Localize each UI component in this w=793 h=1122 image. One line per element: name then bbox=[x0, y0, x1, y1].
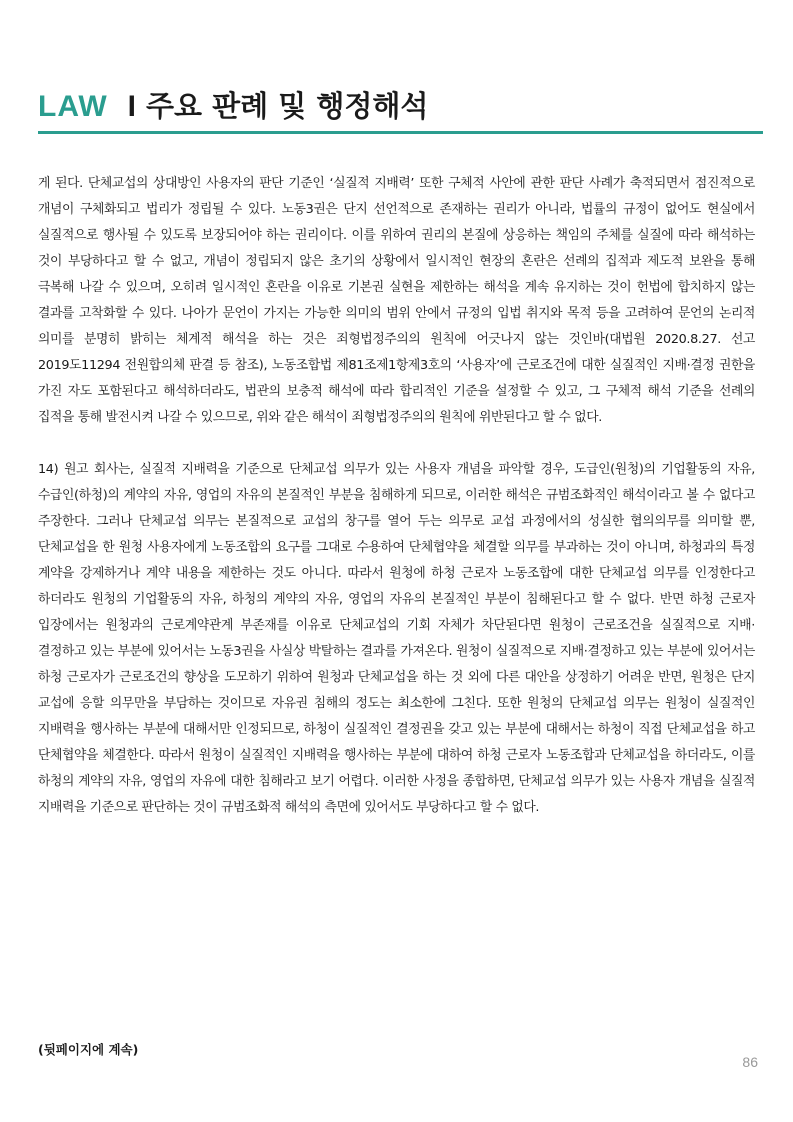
title-separator: I bbox=[127, 90, 136, 123]
page-header bbox=[38, 84, 428, 125]
paragraph-2: 14) 원고 회사는, 실질적 지배력을 기준으로 단체교섭 의무가 있는 사용자 개념을 파악할 경우, 도급인(원청)의 기업활동의 자유, 수급인(하청)의 계약의 자유, 영업의 자유의 본질적인 부분을 침해하게 되므로, 이러한 해석은 규범조화적인 해석이라고 볼 수 없다고 주장한다. 그러나 단체교섭 의무는 본질적으로 교섭의 창구를 열어 두는 의무로 교섭 과정에서의 성실한 협의의무를 의미할 뿐, 단체교섭을 한 원청 사용자에게 노동조합의 요구를 그대로 수용하여 단체협약을 체결할 의무를 부과하는 것이 아니며, 하청과의 특정 계약을 강제하거나 계약 내용을 제한하는 것도 아니다. 따라서 원청에 하청 근로자 노동조합에 대한 단체교섭 의무를 인정한다고 하더라도 원청의 기업활동의 자유, 하청의 계약의 자유, 영업의 자유의 본질적인 부분이 침해된다고 할 수 없다. 반면 하청 근로자 입장에서는 원청과의 근로계약관계 부존재를 이유로 단체교섭의 기회 자체가 차단된다면 원청이 근로조건을 실질적으로 지배·결정하고 있는 부분에 있어서는 노동3권을 사실상 박탈하는 결과를 가져온다. 원청이 실질적으로 지배·결정하고 있는 부분에 있어서는 하청 근로자가 근로조건의 향상을 도모하기 위하여 원청과 단체교섭을 하는 것 외에 다른 대안을 상정하기 어려운 반면, 원청은 단지 교섭에 응할 의무만을 부담하는 것이므로 자유권 침해의 정도는 최소한에 그친다. 또한 원청의 단체교섭 의무는 원청이 실질적인 지배력을 행사하는 부분에 대해서만 인정되므로, 하청이 실질적인 결정권을 갖고 있는 부분에 대해서는 하청이 직접 단체교섭을 하고 단체협약을 체결한다. 따라서 원청이 실질적인 지배력을 행사하는 부분에 대하여 하청 근로자 노동조합과 단체교섭을 하더라도, 이를 하청의 계약의 자유, 영업의 자유에 대한 침해라고 보기 어렵다. 이러한 사정을 종합하면, 단체교섭 의무가 있는 사용자 개념을 실질적 지배력을 기준으로 판단하는 것이 규범조화적 해석의 측면에 있어서도 부당하다고 할 수 없다. bbox=[38, 462, 755, 815]
page-number: 86 bbox=[742, 1054, 758, 1070]
paragraph-1: 게 된다. 단체교섭의 상대방인 사용자의 판단 기준인 ‘실질적 지배력’ 또한 구체적 사안에 관한 판단 사례가 축적되면서 점진적으로 개념이 구체화되고 법리가 정립될 수 있다. 노동3권은 단지 선언적으로 존재하는 권리가 아니라, 법률의 규정이 없어도 현실에서 실질적으로 행사될 수 있도록 보장되어야 하는 권리이다. 이를 위하여 권리의 본질에 상응하는 책임의 주체를 실질에 따라 해석하는 것이 부당하다고 할 수 없고, 개념이 정립되지 않은 초기의 상황에서 일시적인 현장의 혼란은 선례의 집적과 제도적 보완을 통해 극복해 나갈 수 있으며, 오히려 일시적인 혼란을 이유로 기본권 실현을 제한하는 해석을 계속 유지하는 것이 헌법에 합치하지 않는 결과를 고착화할 수 있다. 나아가 문언이 가지는 가능한 의미의 범위 안에서 규정의 입법 취지와 목적 등을 고려하여 문언의 논리적 의미를 분명히 밝히는 체계적 해석을 하는 것은 죄형법정주의의 원칙에 어긋나지 않는 것인바(대법원 2020.8.27. 선고 2019도11294 전원합의체 판결 등 참조), 노동조합법 제81조제1항제3호의 ‘사용자’에 근로조건에 대한 실질적인 지배·결정 권한을 가진 자도 포함된다고 해석하더라도, 법관의 보충적 해석에 따라 합리적인 기준을 설정할 수 있고, 그 구체적 해석 기준을 선례의 집적을 통해 발전시켜 나갈 수 있으므로, 위와 같은 해석이 죄형법정주의의 원칙에 위반된다고 할 수 없다. bbox=[38, 176, 755, 425]
section-brand: LAW bbox=[38, 90, 108, 123]
body-text bbox=[38, 171, 755, 821]
header-divider bbox=[38, 131, 763, 134]
page-title: 주요 판례 및 행정해석 bbox=[146, 89, 429, 123]
continued-note: (뒷페이지에 계속) bbox=[38, 1042, 139, 1057]
